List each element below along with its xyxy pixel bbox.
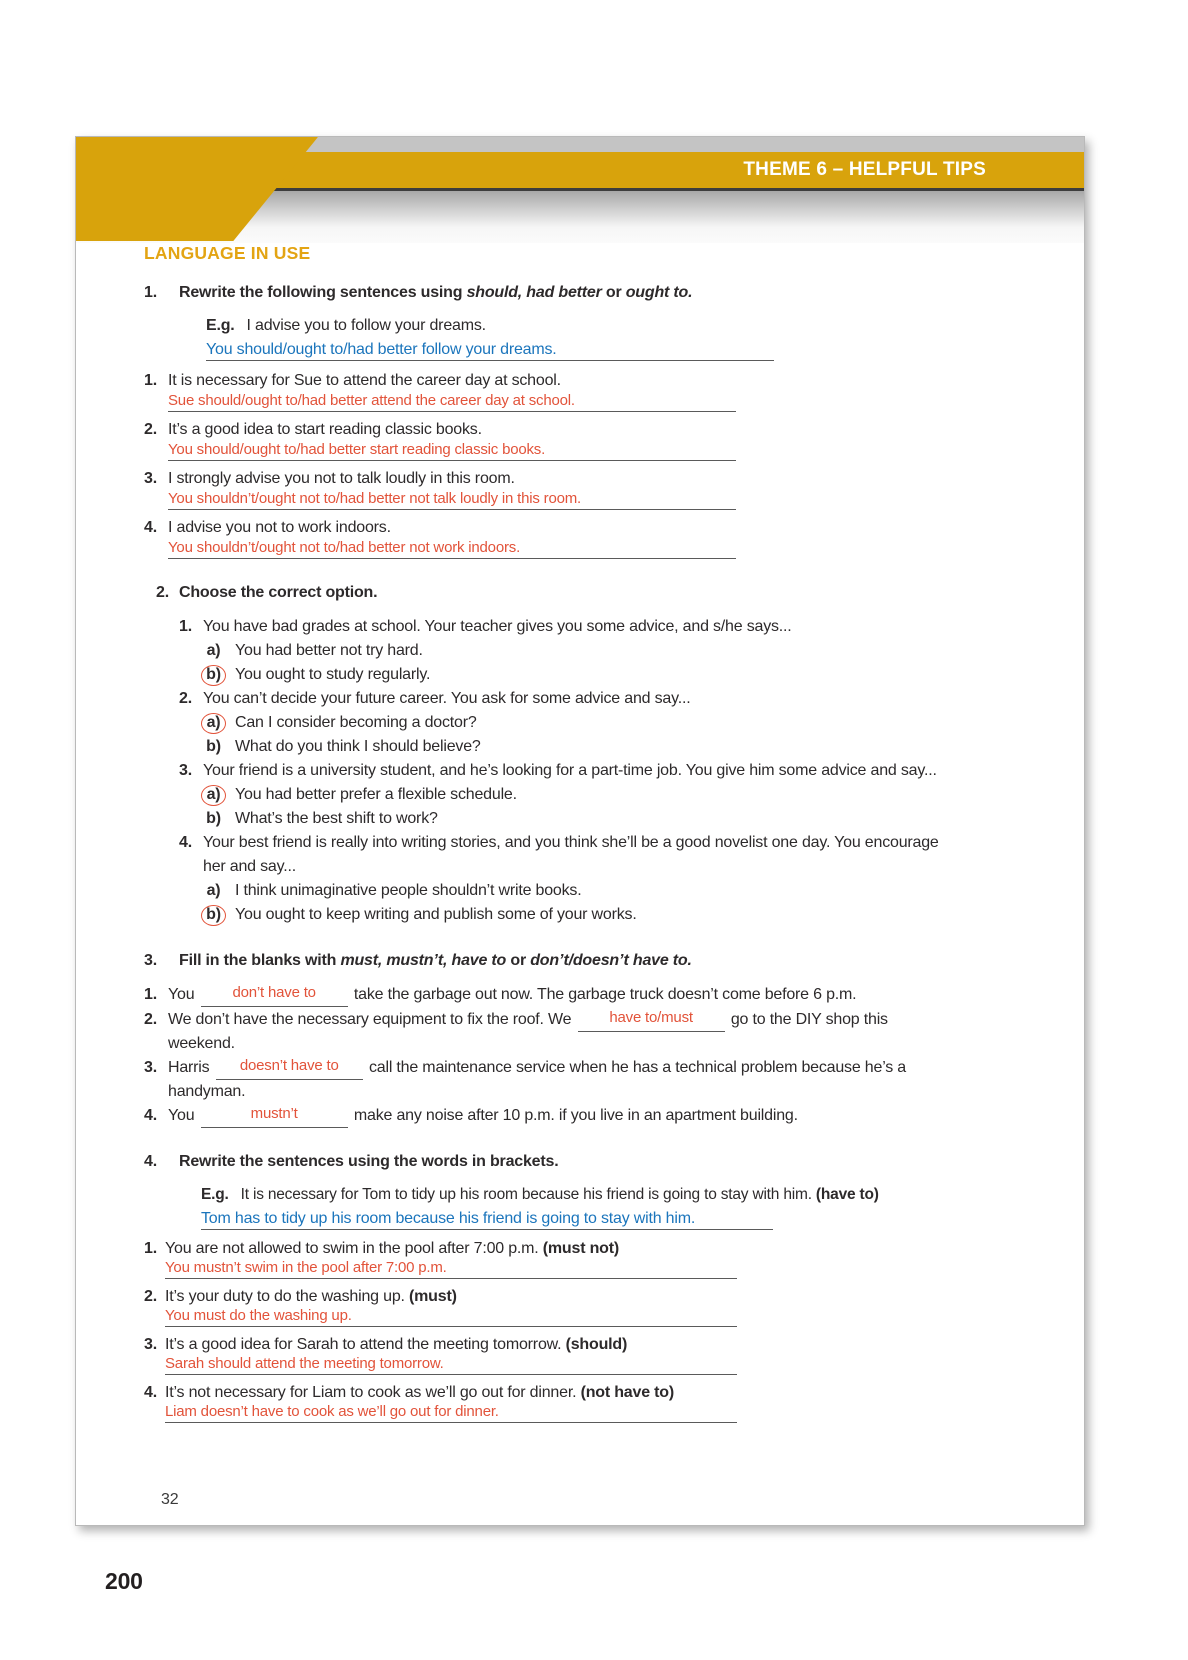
list-item: 3. Your friend is a university student, and he’s looking for a part-time job. You give him some advice and say... a) You had better prefer a flexible schedule. b) What’s the best shift to work? (179, 759, 952, 831)
exercise-2-heading (156, 584, 952, 602)
list-item: 1. It is necessary for Sue to attend the career day at school. Sue should/ought to/had better attend the career day at school. (144, 371, 952, 412)
exercise-number: 4. (144, 1153, 157, 1170)
option-label: b) (206, 810, 221, 827)
answer-line: Liam doesn’t have to cook as we’ll go out for dinner. (165, 1403, 737, 1423)
list-item: 2. We don’t have the necessary equipment to fix the roof. We have to/must go to the DIY shop this weekend. (144, 1009, 888, 1052)
option-b (201, 663, 952, 687)
header-gray-stripe (304, 137, 1084, 152)
list-item: 1. You don’t have to take the garbage out now. The garbage truck doesn’t come before 6 p.m. (144, 983, 952, 1007)
item-prompt: It’s a good idea for Sarah to attend the meeting tomorrow. (165, 1336, 562, 1353)
answer-line: Sue should/ought to/had better attend the career day at school. (168, 392, 736, 412)
example-answer-line: Tom has to tidy up his room because his friend is going to stay with him. (201, 1210, 773, 1230)
item-prompt: You can’t decide your future career. You ask for some advice and say... (203, 690, 691, 707)
answer-line: You should/ought to/had better start reading classic books. (168, 441, 736, 461)
list-item: 2. It’s a good idea to start reading classic books. You should/ought to/had better start reading classic books. (144, 420, 952, 461)
fill-in-blank: doesn’t have to (216, 1056, 363, 1080)
list-item: 1. You are not allowed to swim in the pool after 7:00 p.m. (must not) You mustn’t swim in the pool after 7:00 p.m. (144, 1238, 952, 1279)
bracket-hint: (must) (409, 1288, 457, 1305)
exercise-title: Fill in the blanks with must, mustn’t, have to or don’t/doesn’t have to. (179, 952, 692, 969)
page-card (75, 136, 1085, 1526)
bracket-hint: (must not) (542, 1240, 619, 1257)
exercise-4 (144, 1153, 952, 1423)
exercise-1-heading (144, 284, 952, 302)
bracket-hint: (should) (565, 1336, 628, 1353)
item-prompt: I strongly advise you not to talk loudly in this room. (168, 470, 515, 487)
bracket-hint: (not have to) (580, 1384, 674, 1401)
eg-label: E.g. (206, 317, 235, 334)
list-item: 3. It’s a good idea for Sarah to attend the meeting tomorrow. (should) Sarah should attend the meeting tomorrow. (144, 1334, 952, 1375)
option-label: a) (201, 713, 226, 734)
inner-page-number: 32 (161, 1491, 179, 1508)
fill-in-blank: have to/must (578, 1008, 725, 1032)
exercise-1 (144, 284, 952, 559)
list-item: 3. Harris doesn’t have to call the maintenance service when he has a technical problem because he’s a handyman. (144, 1057, 907, 1100)
option-text: You ought to study regularly. (235, 666, 431, 683)
item-prompt: It is necessary for Sue to attend the career day at school. (168, 372, 561, 389)
option-b (201, 903, 952, 927)
exercise-number: 2. (156, 584, 169, 601)
exercise-title: Rewrite the following sentences using should, had better or ought to. (179, 284, 693, 301)
option-label: a) (201, 785, 226, 806)
exercise-title: Choose the correct option. (179, 584, 378, 601)
example-answer-line: You should/ought to/had better follow your dreams. (206, 341, 774, 361)
list-item: 2. It’s your duty to do the washing up. (must) You must do the washing up. (144, 1286, 952, 1327)
example-block (206, 315, 952, 361)
item-prompt: Your best friend is really into writing stories, and you think she’ll be a good novelist one day. You encourage her and say... (203, 834, 939, 875)
option-text: What do you think I should believe? (235, 738, 481, 755)
item-prompt: You are not allowed to swim in the pool after 7:00 p.m. (165, 1240, 539, 1257)
eg-label: E.g. (201, 1186, 229, 1203)
list-item: 2. You can’t decide your future career. You ask for some advice and say... a) Can I consider becoming a doctor? b) What do you think I should believe? (179, 687, 952, 759)
exercise-3 (144, 952, 952, 1128)
item-prompt: It’s your duty to do the washing up. (165, 1288, 405, 1305)
option-label: a) (206, 642, 221, 659)
option-text: You had better prefer a flexible schedule. (235, 786, 517, 803)
option-a (201, 639, 952, 663)
item-prompt: You have bad grades at school. Your teacher gives you some advice, and s/he says... (203, 618, 792, 635)
exercise-number: 1. (144, 284, 157, 301)
item-prompt: It’s not necessary for Liam to cook as we’ll go out for dinner. (165, 1384, 577, 1401)
list-item: 4. You mustn’t make any noise after 10 p.m. if you live in an apartment building. (144, 1104, 952, 1128)
option-text: Can I consider becoming a doctor? (235, 714, 477, 731)
answer-line: Sarah should attend the meeting tomorrow. (165, 1355, 737, 1375)
example-block (201, 1184, 952, 1230)
option-a (201, 879, 952, 903)
option-b (201, 735, 952, 759)
exercise-3-heading (144, 952, 952, 970)
list-item: 1. You have bad grades at school. Your teacher gives you some advice, and s/he says... a) You had better not try hard. b) You ought to study regularly. (179, 615, 952, 687)
section-title: LANGUAGE IN USE (144, 243, 311, 263)
answer-line: You shouldn’t/ought not to/had better not work indoors. (168, 539, 736, 559)
option-text: What’s the best shift to work? (235, 810, 438, 827)
exercise-number: 3. (144, 952, 157, 969)
option-a (201, 711, 952, 735)
option-b (201, 807, 952, 831)
item-prompt: It’s a good idea to start reading classic books. (168, 421, 482, 438)
option-label: a) (206, 882, 221, 899)
header-dark-line (226, 188, 1084, 191)
example-sentence: E.g. It is necessary for Tom to tidy up his room because his friend is going to stay with him. (have to) (201, 1186, 879, 1203)
theme-banner (271, 152, 1084, 188)
list-item: 4. Your best friend is really into writing stories, and you think she’ll be a good novelist one day. You encourage her and say... a) I think unimaginative people shouldn’t write books. b) You ought to keep writing and publish some of your works. (179, 831, 952, 927)
fill-in-blank: mustn’t (201, 1104, 348, 1128)
answer-line: You mustn’t swim in the pool after 7:00 p.m. (165, 1259, 737, 1279)
example-sentence: E.g. I advise you to follow your dreams. (206, 317, 486, 334)
option-text: You ought to keep writing and publish some of your works. (235, 906, 637, 923)
page-content (144, 243, 952, 1448)
option-label: b) (201, 665, 226, 686)
exercise-2 (144, 584, 952, 927)
list-item: 3. I strongly advise you not to talk loudly in this room. You shouldn’t/ought not to/had better not talk loudly in this room. (144, 469, 952, 510)
exercise-4-heading (144, 1153, 952, 1171)
option-label: b) (201, 905, 226, 926)
option-text: I think unimaginative people shouldn’t write books. (235, 882, 582, 899)
option-a (201, 783, 952, 807)
answer-line: You must do the washing up. (165, 1307, 737, 1327)
option-label: b) (206, 738, 221, 755)
theme-banner-title: THEME 6 – HELPFUL TIPS (743, 159, 986, 180)
item-prompt: I advise you not to work indoors. (168, 519, 391, 536)
fill-in-blank: don’t have to (201, 983, 348, 1007)
exercise-title: Rewrite the sentences using the words in brackets. (179, 1153, 559, 1170)
option-text: You had better not try hard. (235, 642, 423, 659)
list-item: 4. It’s not necessary for Liam to cook as we’ll go out for dinner. (not have to) Liam doesn’t have to cook as we’ll go out for dinner. (144, 1382, 952, 1423)
list-item: 4. I advise you not to work indoors. You shouldn’t/ought not to/had better not work indoors. (144, 518, 952, 559)
answer-line: You shouldn’t/ought not to/had better not talk loudly in this room. (168, 490, 736, 510)
item-prompt: Your friend is a university student, and he’s looking for a part-time job. You give him some advice and say... (203, 762, 937, 779)
outer-page-number: 200 (105, 1568, 143, 1594)
